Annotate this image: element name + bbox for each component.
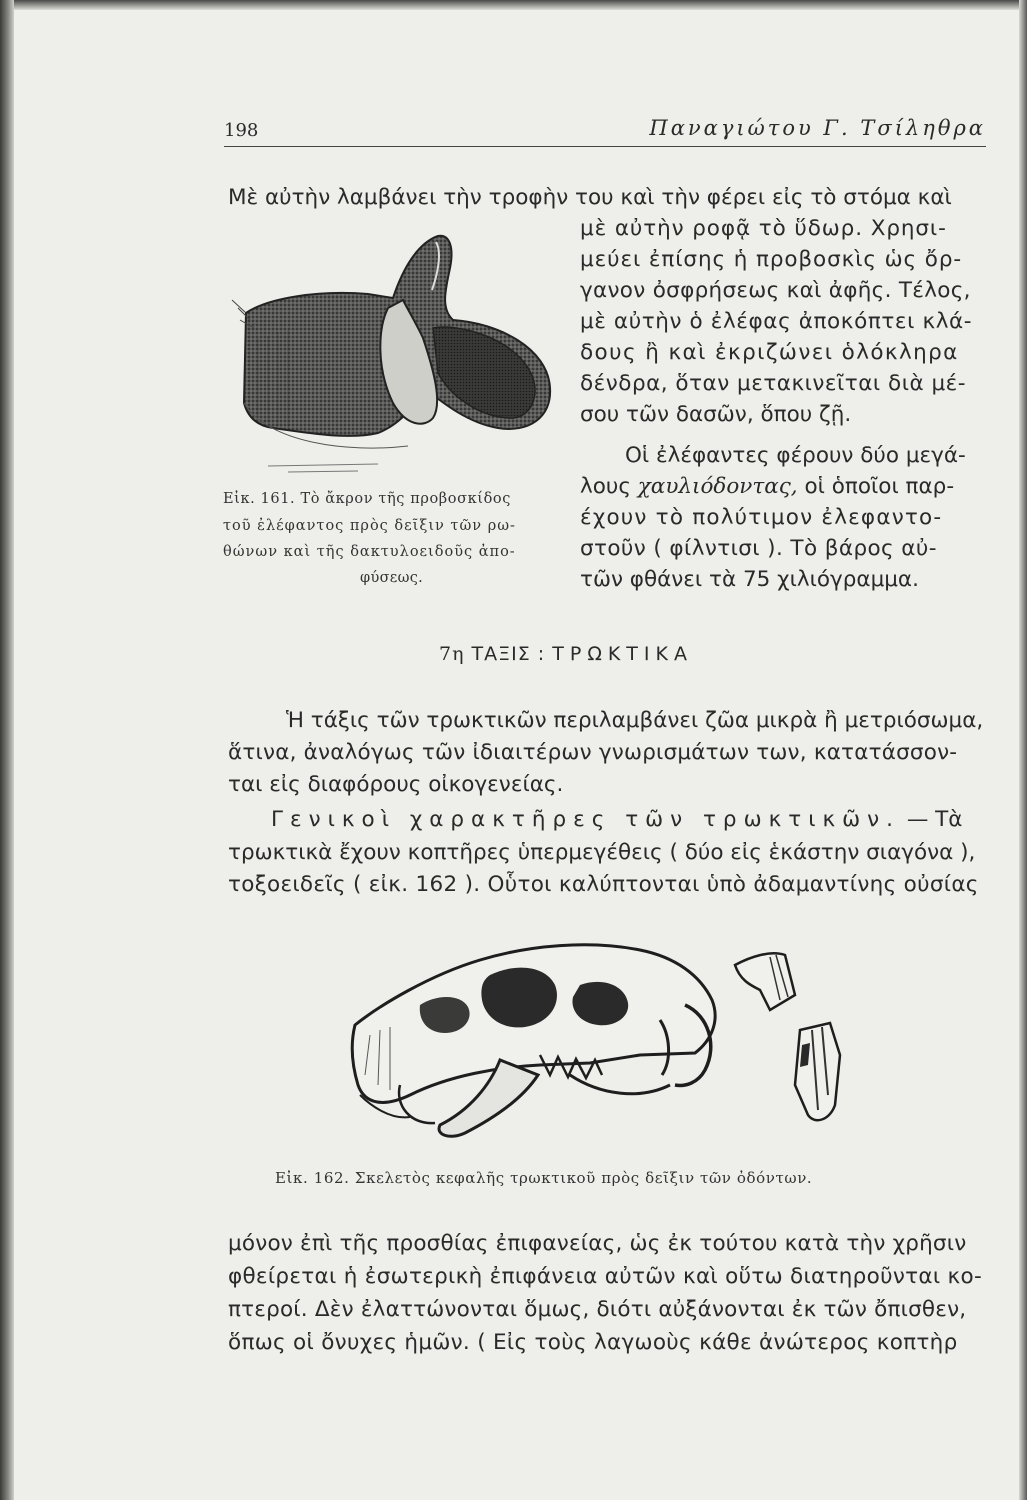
text-line: φθείρεται ἡ ἐσωτερικὴ ἐπιφάνεια αὐτῶν καὶ οὕτω διατηροῦνται κο- xyxy=(228,1264,983,1289)
page-edge-top xyxy=(0,0,1027,10)
text-line: Ἡ τάξις τῶν τρωκτικῶν περιλαμβάνει ζῶα μικρὰ ἢ μετριόσωμα, xyxy=(286,708,984,733)
rodent-skull-illustration xyxy=(340,935,870,1155)
text-line-characters xyxy=(271,804,962,835)
section-title xyxy=(439,643,693,665)
figure-162-caption: Εἰκ. 162. Σκελετὸς κεφαλῆς τρωκτικοῦ πρὸς δεῖξιν τῶν ὀδόντων. xyxy=(275,1169,813,1187)
page-header xyxy=(224,112,986,147)
italic-term: χαυλιόδοντας, xyxy=(637,474,798,499)
text-line: σου τῶν δασῶν, ὅπου ζῇ. xyxy=(580,402,852,427)
text-line: μὲ αὐτὴν ὁ ἐλέφας ἀποκόπτει κλά- xyxy=(580,309,973,334)
text-line: δους ἢ καὶ ἐκριζώνει ὁλόκληρα xyxy=(580,340,959,365)
page-edge-right xyxy=(1019,0,1027,1500)
caption-line: φύσεως. xyxy=(360,570,424,586)
text-line: Μὲ αὐτὴν λαμβάνει τὴν τροφὴν του καὶ τὴν φέρει εἰς τὸ στόμα καὶ xyxy=(228,185,952,210)
text-line: μόνον ἐπὶ τῆς προσθίας ἐπιφανείας, ὡς ἐκ τούτου κατὰ τὴν χρῆσιν xyxy=(228,1231,967,1256)
text-line: μὲ αὐτὴν ροφᾷ τὸ ὕδωρ. Χρησι- xyxy=(580,216,947,241)
text-line: τοξοειδεῖς ( εἰκ. 162 ). Οὗτοι καλύπτονται ὑπὸ ἀδαμαντίνης οὐσίας xyxy=(228,872,979,897)
text-line: μεύει ἐπίσης ἡ προβοσκὶς ὡς ὄρ- xyxy=(580,247,963,272)
text-line: γανον ὀσφρήσεως καὶ ἀφῆς. Τέλος, xyxy=(580,278,971,303)
section-label: ΤΑΞΙΣ : xyxy=(471,643,546,665)
text-line: δένδρα, ὅταν μετακινεῖται διὰ μέ- xyxy=(580,371,967,396)
page-edge-left xyxy=(0,0,14,1500)
spaced-heading: Γενικοὶ χαρακτῆρες τῶν τρωκτικῶν. xyxy=(271,807,900,832)
text-line: πτεροί. Δὲν ἐλαττώνονται ὅμως, διότι αὐξάνονται ἐκ τῶν ὄπισθεν, xyxy=(228,1297,967,1322)
text-line-tusks xyxy=(580,471,954,502)
text-line: ται εἰς διαφόρους οἰκογενείας. xyxy=(228,772,564,797)
text-fragment: λους xyxy=(580,474,631,499)
text-line: τῶν φθάνει τὰ 75 χιλιόγραμμα. xyxy=(580,567,919,592)
caption-line: θώνων καὶ τῆς δακτυλοειδοῦς ἀπο- xyxy=(223,544,516,560)
running-head: Παναγιώτου Γ. Τσίληθρα xyxy=(649,116,986,140)
text-fragment: οἱ ὁποῖοι παρ- xyxy=(804,474,955,499)
trunk-tip-illustration xyxy=(228,228,568,480)
caption-line: Εἰκ. 161. Τὸ ἄκρον τῆς προβοσκίδος xyxy=(223,491,511,507)
page-number: 198 xyxy=(224,120,259,141)
caption-line: τοῦ ἐλέφαντος πρὸς δεῖξιν τῶν ρω- xyxy=(223,518,516,534)
text-line: τρωκτικὰ ἔχουν κοπτῆρες ὑπερμεγέθεις ( δύο εἰς ἑκάστην σιαγόνα ), xyxy=(228,840,976,865)
section-number: 7η xyxy=(439,643,465,665)
text-line: ἅτινα, ἀναλόγως τῶν ἰδιαιτέρων γνωρισμάτων των, κατατάσσον- xyxy=(228,740,958,765)
text-fragment: — Τὰ xyxy=(906,807,963,832)
section-name: ΤΡΩΚΤΙΚΑ xyxy=(552,643,693,665)
text-line: Οἱ ἐλέφαντες φέρουν δύο μεγά- xyxy=(625,443,966,468)
text-line: στοῦν ( φίλντισι ). Τὸ βάρος αὐ- xyxy=(580,536,937,561)
text-line: ὅπως οἱ ὄνυχες ἡμῶν. ( Εἰς τοὺς λαγωοὺς κάθε ἀνώτερος κοπτὴρ xyxy=(228,1330,958,1355)
text-line: έχουν τὸ πολύτιμον ἐλεφαντο- xyxy=(580,505,943,530)
